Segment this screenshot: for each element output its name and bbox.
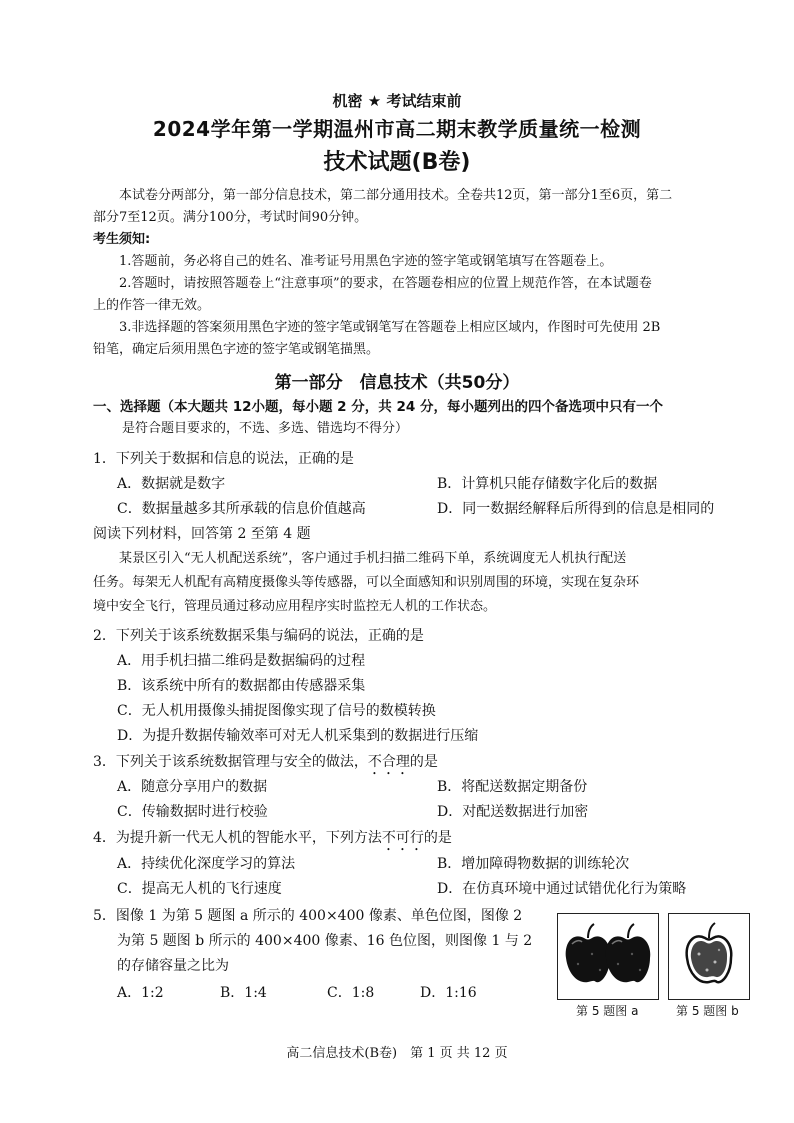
notice-item-3b: 铅笔，确定后须用黑色字迹的签字笔或钢笔描黑。 <box>93 342 380 357</box>
q2-option-b: B．该系统中所有的数据都由传感器采集 <box>117 678 366 694</box>
q1-option-c: C．数据量越多其所承载的信息价值越高 <box>117 501 366 517</box>
q3-stem-pre: 3．下列关于该系统数据管理与安全的做法， <box>93 754 368 770</box>
q5-option-b: B．1:4 <box>220 985 267 1001</box>
q1-option-b: B．计算机只能存储数字化后的数据 <box>437 476 658 492</box>
q2-stem: 2．下列关于该系统数据采集与编码的说法，正确的是 <box>93 628 424 644</box>
intro-line-1: 本试卷分两部分，第一部分信息技术，第二部分通用技术。全卷共12页，第一部分1至6页，第二 <box>119 188 673 203</box>
part1-heading-a: 一、选择题（本大题共 12小题，每小题 2 分，共 24 分，每小题列出的四个备选项中只有一个 <box>93 399 663 415</box>
q4-option-a: A．持续优化深度学习的算法 <box>117 856 296 872</box>
q2-option-a: A．用手机扫描二维码是数据编码的过程 <box>117 653 366 669</box>
apple-icon <box>687 923 732 982</box>
figure-a-caption: 第 5 题图 a <box>576 1004 639 1018</box>
q1-option-a: A．数据就是数字 <box>117 476 226 492</box>
notice-item-2b: 上的作答一律无效。 <box>93 298 211 313</box>
q4-stem-pre: 4．为提升新一代无人机的智能水平，下列方法 <box>93 830 382 846</box>
q5-option-c: C．1:8 <box>327 985 375 1001</box>
q3-stem-post: 的是 <box>409 754 438 770</box>
figure-a-frame <box>557 913 659 1000</box>
reading-line-2: 任务。每架无人机配有高精度摄像头等传感器，可以全面感知和识别周围的环境，实现在复杂环 <box>93 575 640 590</box>
exam-title: 2024学年第一学期温州市高二期末教学质量统一检测 <box>152 117 642 141</box>
q2-option-d: D．为提升数据传输效率可对无人机采集到的数据进行压缩 <box>117 728 479 744</box>
q4-stem-post: 的是 <box>423 830 452 846</box>
figure-b-image <box>669 914 749 999</box>
figure-b-caption: 第 5 题图 b <box>676 1004 739 1018</box>
q5-line-1: 5．图像 1 为第 5 题图 a 所示的 400×400 像素、单色位图，图像 2 <box>93 908 523 924</box>
figure-b-frame <box>668 913 750 1000</box>
page-footer: 高二信息技术(B卷) 第 1 页 共 12 页 <box>286 1046 508 1061</box>
reading-line-1: 某景区引入“无人机配送系统”，客户通过手机扫描二维码下单，系统调度无人机执行配送 <box>119 551 627 566</box>
reading-line-3: 境中安全飞行，管理员通过移动应用程序实时监控无人机的工作状态。 <box>93 599 497 614</box>
q3-option-c: C．传输数据时进行校验 <box>117 804 268 820</box>
q4-stem-emphasis: 不可行 <box>381 830 424 846</box>
q3-option-b: B．将配送数据定期备份 <box>437 779 588 795</box>
part1-heading-b: 是符合题目要求的，不选、多选、错选均不得分） <box>122 421 409 436</box>
q3-stem <box>93 751 438 778</box>
exam-subtitle: 技术试题(B卷) <box>323 150 471 175</box>
q5-option-a: A．1:2 <box>117 985 164 1001</box>
q5-line-3: 的存储容量之比为 <box>117 958 229 974</box>
apple-icon <box>606 924 651 982</box>
q5-line-2: 为第 5 题图 b 所示的 400×400 像素、16 色位图，则图像 1 与 2 <box>117 933 533 949</box>
q1-stem: 1．下列关于数据和信息的说法，正确的是 <box>93 451 354 467</box>
apple-icon <box>566 924 611 982</box>
section-title: 第一部分 信息技术（共50分） <box>274 373 520 393</box>
q3-stem-emphasis: 不合理 <box>367 754 410 770</box>
notice-title: 考生须知: <box>93 232 151 247</box>
q4-option-d: D．在仿真环境中通过试错优化行为策略 <box>437 881 687 897</box>
notice-item-1: 1.答题前，务必将自己的姓名、准考证号用黑色字迹的签字笔或钢笔填写在答题卷上。 <box>119 254 613 269</box>
q3-option-a: A．随意分享用户的数据 <box>117 779 268 795</box>
intro-line-2: 部分7至12页。满分100分，考试时间90分钟。 <box>93 210 368 225</box>
notice-item-2a: 2.答题时，请按照答题卷上“注意事项”的要求，在答题卷相应的位置上规范作答，在本试题卷 <box>119 276 652 291</box>
q4-stem <box>93 827 452 854</box>
reading-lead: 阅读下列材料，回答第 2 至第 4 题 <box>93 526 311 542</box>
q4-option-b: B．增加障碍物数据的训练轮次 <box>437 856 630 872</box>
q1-option-d: D．同一数据经解释后所得到的信息是相同的 <box>437 501 715 517</box>
q2-option-c: C．无人机用摄像头捕捉图像实现了信号的数模转换 <box>117 703 436 719</box>
notice-item-3a: 3.非选择题的答案须用黑色字迹的签字笔或钢笔写在答题卷上相应区域内，作图时可先使用 2B <box>119 320 661 335</box>
figure-a-image <box>558 914 658 999</box>
q4-option-c: C．提高无人机的飞行速度 <box>117 881 282 897</box>
q5-option-d: D．1:16 <box>420 985 477 1001</box>
confidential-label: 机密 ★ 考试结束前 <box>332 92 462 110</box>
q3-option-d: D．对配送数据进行加密 <box>437 804 589 820</box>
